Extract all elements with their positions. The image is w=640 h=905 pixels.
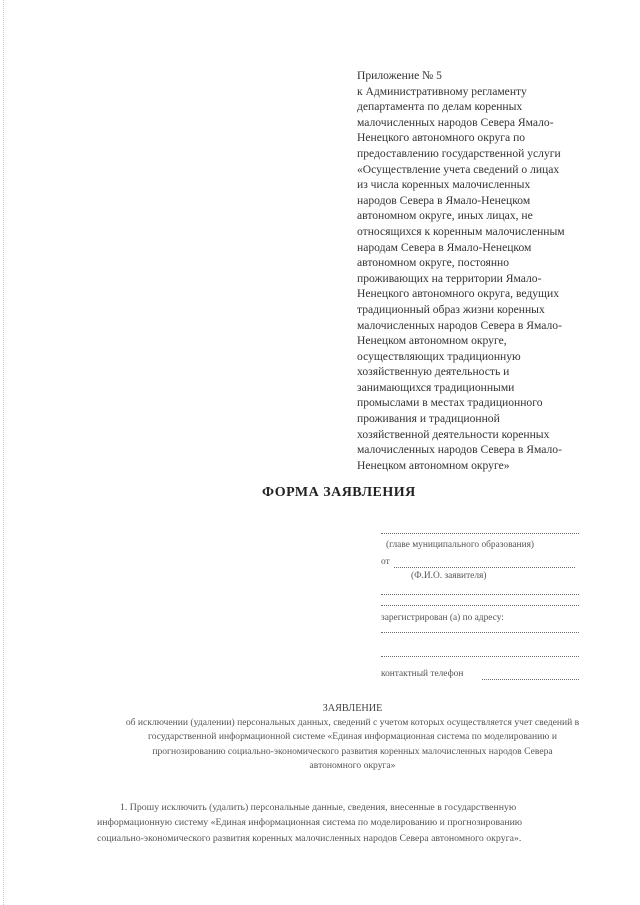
appendix-line: относящихся к коренным малочисленным xyxy=(357,224,565,238)
appendix-line: к Административному регламенту xyxy=(357,84,527,98)
appendix-line: занимающихся традиционными xyxy=(357,380,515,394)
appendix-line: Ненецком автономном округе» xyxy=(357,458,510,472)
phone-label: контактный телефон xyxy=(381,669,464,679)
statement-line: государственной информационной системе «Единая информационная система по моделированию и xyxy=(148,731,557,743)
statement-line: автономного округа» xyxy=(309,759,396,771)
appendix-line: Ненецкого автономного округа, ведущих xyxy=(357,287,559,301)
body-line: информационную систему «Единая информационная система по моделированию и прогнозированию xyxy=(97,817,523,829)
body-line: 1. Прошу исключить (удалить) персональные данные, сведения, внесенные в государственную xyxy=(120,802,517,813)
appendix-line: хозяйственной деятельности коренных xyxy=(357,427,550,441)
body-line: социально-экономического развития коренных малочисленных народов Севера автономного округа». xyxy=(97,832,522,844)
appendix-line: народам Севера в Ямало-Ненецком xyxy=(357,240,532,254)
appendix-block xyxy=(357,68,627,473)
appendix-line: проживания и традиционной xyxy=(357,412,500,426)
fio-caption: (Ф.И.О. заявителя) xyxy=(411,571,487,581)
appendix-line: из числа коренных малочисленных xyxy=(357,178,531,192)
body-paragraph xyxy=(97,800,607,846)
appendix-line: малочисленных народов Севера в Ямало- xyxy=(357,318,562,332)
addressee-blank-line xyxy=(381,533,579,534)
statement-line: прогнозированию социально-экономического развития коренных малочисленных народов Севера xyxy=(152,745,553,757)
registered-label: зарегистрирован (а) по адресу: xyxy=(381,613,504,623)
appendix-line: малочисленных народов Севера Ямало- xyxy=(357,115,554,129)
appendix-line: малочисленных народов Севера в Ямало- xyxy=(357,443,562,457)
statement-title: ЗАЯВЛЕНИЕ xyxy=(322,703,383,714)
form-title: ФОРМА ЗАЯВЛЕНИЯ xyxy=(262,485,416,500)
scan-edge xyxy=(3,0,5,905)
appendix-line: Приложение № 5 xyxy=(357,69,442,82)
appendix-line: хозяйственную деятельность и xyxy=(357,365,510,379)
applicant-name-line-3 xyxy=(381,605,579,606)
appendix-line: Ненецкого автономного округа по xyxy=(357,131,526,145)
phone-line xyxy=(482,679,579,680)
appendix-line: автономном округе, постоянно xyxy=(357,256,510,270)
appendix-line: автономном округе, иных лицах, не xyxy=(357,209,533,223)
applicant-name-line-2 xyxy=(381,594,579,595)
head-caption: (главе муниципального образования) xyxy=(386,540,535,550)
appendix-line: традиционный образ жизни коренных xyxy=(357,302,545,316)
appendix-line: «Осуществление учета сведений о лицах xyxy=(357,162,560,176)
appendix-line: промыслами в местах традиционного xyxy=(357,396,543,410)
from-label: от xyxy=(381,557,390,567)
appendix-line: предоставлению государственной услуги xyxy=(357,146,561,160)
address-line xyxy=(381,632,579,633)
appendix-line: осуществляющих традиционную xyxy=(357,349,521,363)
appendix-line: департамента по делам коренных xyxy=(357,100,523,114)
applicant-name-line xyxy=(394,567,575,568)
address-line-2 xyxy=(381,656,579,657)
appendix-line: Ненецком автономном округе, xyxy=(357,334,507,348)
appendix-line: проживающих на территории Ямало- xyxy=(357,271,542,285)
appendix-line: народов Севера в Ямало-Ненецком xyxy=(357,193,531,207)
statement-line: об исключении (удалении) персональных данных, сведений с учетом которых осуществляется учет сведений в xyxy=(125,717,580,729)
statement-heading xyxy=(95,702,610,773)
